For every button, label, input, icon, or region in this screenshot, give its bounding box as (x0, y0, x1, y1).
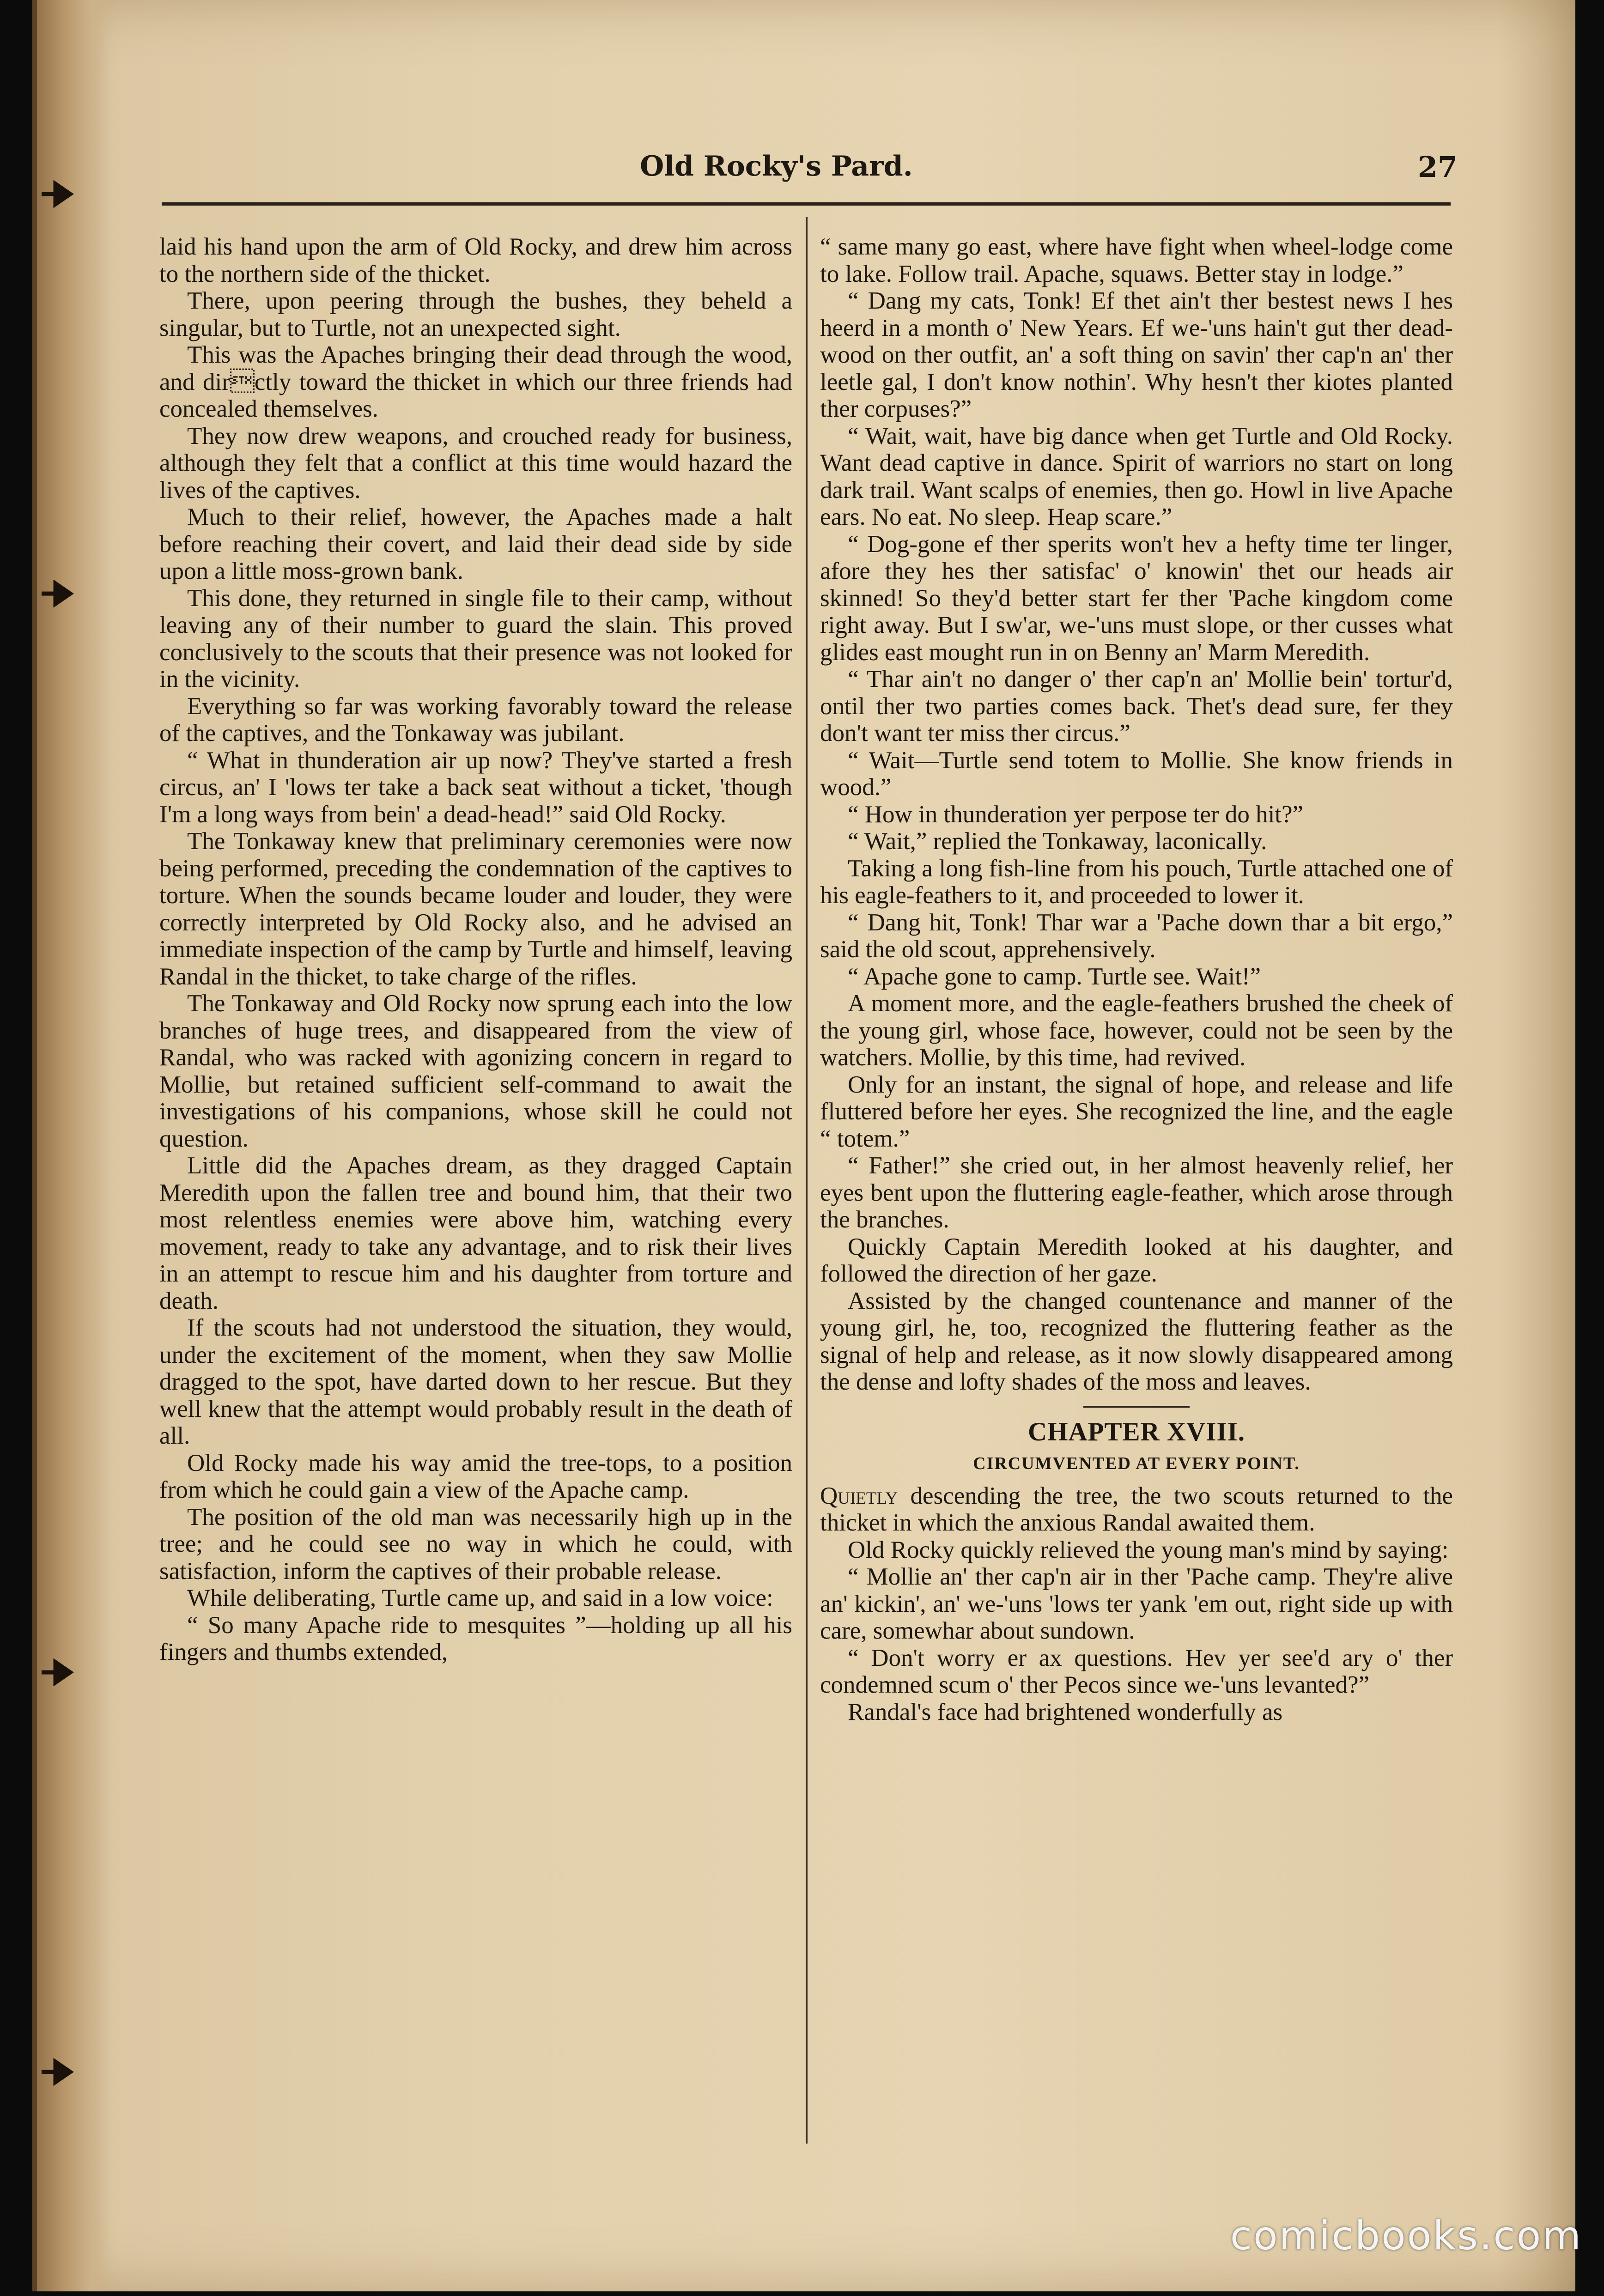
paragraph: While deliberating, Turtle came up, and said in a low voice: (187, 1585, 773, 1611)
paragraph: They now drew weapons, and crouched ready for business, although they felt that a conflict at this time would hazard the lives of the captives. (159, 422, 792, 504)
paragraph: Randal's face had brightened wonderfully as (848, 1698, 1283, 1725)
binding-edge (32, 0, 111, 2291)
paragraph: “ Apache gone to camp. Turtle see. Wait!” (848, 963, 1261, 990)
paragraph: “ Mollie an' ther cap'n air in ther 'Pache camp. They're alive an' kickin', an' we-'uns 'lows ter yank 'em out, right side up with care, somewhar about sundown. (820, 1563, 1453, 1644)
paragraph: “ How in thunderation yer perpose ter do hit?” (848, 801, 1304, 828)
opening-text: descending the tree, the two scouts returned to the thicket in which the anxious Randal awaited them. (820, 1482, 1453, 1536)
binding-stitch-icon (42, 180, 83, 208)
paragraph: “ Wait,” replied the Tonkaway, laconically. (848, 828, 1267, 855)
paragraph: “ Thar ain't no danger o' ther cap'n an' Mollie bein' tortur'd, ontil ther two parties comes back. Thet's dead sure, fer they don't want ter miss ther circus.” (820, 666, 1453, 747)
binding-stitch-icon (42, 580, 83, 607)
header-rule (162, 202, 1451, 206)
right-column (820, 233, 1453, 1725)
paragraph: Much to their relief, however, the Apaches made a halt before reaching their covert, and laid their dead side by side upon a little moss-grown bank. (159, 504, 792, 584)
paragraph: If the scouts had not understood the situation, they would, under the excitement of the moment, when they saw Mollie dragged to the spot, have darted down to her rescue. But they well knew that the attempt would probably result in the death of all. (159, 1314, 792, 1449)
left-column (159, 233, 792, 1666)
paragraph: There, upon peering through the bushes, they beheld a singular, but to Turtle, not an unexpected sight. (159, 287, 792, 341)
paragraph: “ Dang hit, Tonk! Thar war a 'Pache down thar a bit ergo,” said the old scout, apprehensively. (820, 909, 1453, 963)
paragraph: “ same many go east, where have fight when wheel-lodge come to lake. Follow trail. Apache, squaws. Better stay in lodge.” (820, 233, 1453, 287)
chapter-title: CHAPTER XVIII. (1027, 1417, 1246, 1446)
paragraph: Taking a long fish-line from his pouch, Turtle attached one of his eagle-feathers to it, and proceeded to lower it. (820, 855, 1453, 909)
paragraph: Quickly Captain Meredith looked at his daughter, and followed the direction of her gaze. (820, 1233, 1453, 1287)
paragraph: Only for an instant, the signal of hope, and release and life fluttered before her eyes. She recognized the line, and the eagle “ totem.” (820, 1071, 1453, 1152)
paragraph: “ Father!” she cried out, in her almost heavenly relief, her eyes bent upon the fluttering eagle-feather, which arose through the branches. (820, 1152, 1453, 1233)
chapter-rule (1083, 1406, 1190, 1408)
paragraph: This was the Apaches bringing their dead through the wood, and dirctly toward the thicket in which our three friends had concealed themselves. (159, 341, 792, 422)
paragraph: “ So many Apache ride to mesquites ”—holding up all his fingers and thumbs extended, (159, 1611, 792, 1665)
binding-stitch-icon (42, 2058, 83, 2086)
paragraph: “ Wait, wait, have big dance when get Turtle and Old Rocky. Want dead captive in dance. Spirit of warriors no start on long dark trail. Want scalps of enemies, then go. Howl in live Apache ears. No eat. No sleep. Heap scare.” (820, 422, 1453, 530)
paragraph: The Tonkaway knew that preliminary ceremonies were now being performed, preceding the condemnation of the captives to torture. When the sounds became louder and louder, they were correctly interpreted by Old Rocky also, and he advised an immediate inspection of the camp by Turtle and himself, leaving Randal in the thicket, to take charge of the rifles. (159, 828, 792, 990)
paragraph: A moment more, and the eagle-feathers brushed the cheek of the young girl, whose face, however, could not be seen by the watchers. Mollie, by this time, had revived. (820, 990, 1453, 1071)
opening-word: Quietly (820, 1482, 898, 1509)
paragraph: The Tonkaway and Old Rocky now sprung each into the low branches of huge trees, and disappeared from the view of Randal, who was racked with agonizing concern in regard to Mollie, but retained sufficient self-command to await the investigations of his companions, whose skill he could not question. (159, 990, 792, 1152)
chapter-subtitle: CIRCUMVENTED AT EVERY POINT. (973, 1453, 1300, 1473)
paragraph: Little did the Apaches dream, as they dragged Captain Meredith upon the fallen tree and bound him, that their two most relentless enemies were above him, watching every movement, ready to take any advantage, and to risk their lives in an attempt to rescue him and his daughter from torture and death. (159, 1152, 792, 1314)
paragraph: laid his hand upon the arm of Old Rocky, and drew him across to the northern side of the thicket. (159, 233, 792, 287)
chapter-opening-paragraph (820, 1482, 1453, 1537)
paragraph: Assisted by the changed countenance and manner of the young girl, he, too, recognized the fluttering feather as the signal of help and release, as it now slowly disappeared among the dense and lofty shades of the moss and leaves. (820, 1287, 1453, 1395)
paragraph: “ Wait—Turtle send totem to Mollie. She know friends in wood.” (820, 747, 1453, 801)
paragraph: “ Dog-gone ef ther sperits won't hev a hefty time ter linger, afore they hes ther satisfac' o' knowin' thet our heads air skinned! So they'd better start fer ther 'Pache kingdom come right away. But I sw'ar, we-'uns must slope, or ther cusses what glides east mought run in on Benny an' Marm Meredith. (820, 530, 1453, 666)
paragraph: “ Dang my cats, Tonk! Ef thet ain't ther bestest news I hes heerd in a month o' New Years. Ef we-'uns hain't gut ther dead-wood on ther outfit, an' a soft thing on savin' ther cap'n an' ther leetle gal, I don't know nothin'. Why hesn't ther kiotes planted ther corpuses?” (820, 287, 1453, 422)
running-title: Old Rocky's Pard. (640, 150, 913, 182)
paragraph: Old Rocky quickly relieved the young man's mind by saying: (848, 1536, 1449, 1563)
paragraph: The position of the old man was necessarily high up in the tree; and he could see no way in which he could, with satisfaction, inform the captives of their probable release. (159, 1503, 792, 1585)
binding-stitch-icon (42, 1658, 83, 1686)
column-divider (806, 217, 808, 2144)
paragraph: Old Rocky made his way amid the tree-tops, to a position from which he could gain a view of the Apache camp. (159, 1449, 792, 1503)
paragraph: “ What in thunderation air up now? They've started a fresh circus, an' I 'lows ter take a back seat without a ticket, 'though I'm a long ways from bein' a dead-head!” said Old Rocky. (159, 747, 792, 828)
paragraph: Everything so far was working favorably toward the release of the captives, and the Tonkaway was jubilant. (159, 692, 792, 747)
paragraph: This done, they returned in single file to their camp, without leaving any of their number to guard the slain. This proved conclusively to the scouts that their presence was not looked for in the vicinity. (159, 584, 792, 692)
spine-shadow (32, 0, 37, 2291)
paragraph: “ Don't worry er ax questions. Hev yer see'd ary o' ther condemned scum o' ther Pecos since we-'uns levanted?” (820, 1644, 1453, 1698)
watermark: comicbooks.com (1230, 2213, 1582, 2259)
page-number: 27 (1417, 150, 1458, 184)
